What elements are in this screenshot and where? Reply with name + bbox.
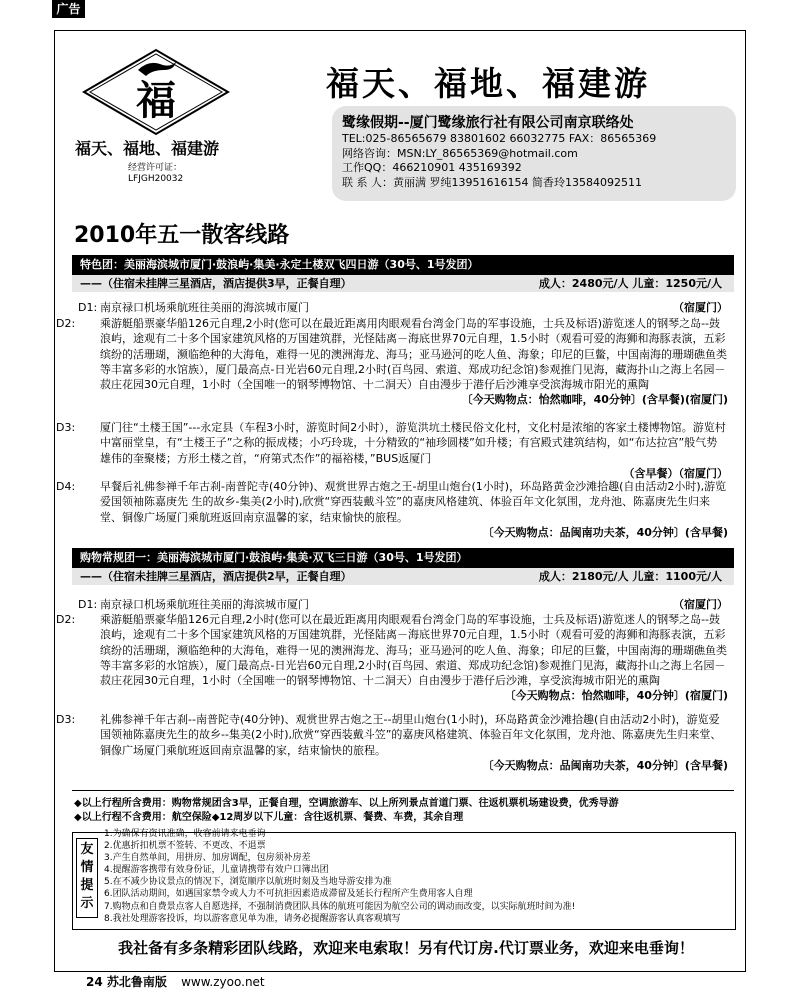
logo-char: 福 bbox=[136, 77, 176, 124]
ad-tag: 广告 bbox=[52, 0, 85, 18]
tip-item: 8.我社处理游客投诉，均以游客意见单为准，请务必提醒游客认真客观填写 bbox=[104, 913, 401, 924]
contact-people: 联 系 人：黄丽满 罗纯13951616154 简香玲13584092511 bbox=[342, 175, 642, 189]
headline: 福天、福地、福建游 bbox=[326, 64, 650, 103]
tip-item: 3.产生自然单间，用拼房、加房调配，包房须补房差 bbox=[104, 853, 311, 864]
route2-day2: D2: 乘游艇船票豪华船126元自理,2小时(您可以在最近距离用肉眼观看台湾金门岛的军事设施，士兵及标语)游览迷人的钢琴之岛--鼓浪屿，途观有二十多个国家建筑风格的万国建筑群，光怪陆离－海底世界70元自理，1.5小时（观看可爱的海狮和海豚表演，五彩缤纷的活珊瑚，濒临绝种的大海龟，难得一见的澳洲海龙、海马；亚马逊河的吃人鱼、海象；印尼的巨鳖，中国南海的珊瑚礁鱼类等丰富多彩的水馆族），厦门最高点-日光岩60元自理,2小时(百鸟园、索道、郑成功纪念馆)参观推门见海，藏海扑山之海上名园－菽庄花园30元自理，1小时（全国唯一的钢琴博物馆、十二洞天）自由漫步于港仔后沙滩，享受滨海城市阳光的熏陶 〔今天购物点：怡然咖啡，40分钟〕(宿厦门) bbox=[56, 613, 728, 703]
brand-slogan-small: 福天、福地、福建游 bbox=[75, 139, 220, 158]
page-number: 24 bbox=[86, 975, 103, 989]
tips-label: 友情提示 bbox=[76, 838, 98, 918]
excludes-note: ◆以上行程不含费用：航空保险◆12周岁以下儿童：含往返机票、餐费、车费，其余自理 bbox=[74, 812, 464, 823]
route2-sub: ——（住宿未挂牌三星酒店，酒店提供2早，正餐自理） bbox=[80, 570, 352, 583]
tip-item: 2.优惠折扣机票不签转、不更改、不退票 bbox=[104, 841, 266, 852]
contact-qq: 工作QQ：466210901 435169392 bbox=[342, 161, 522, 174]
fu-logo-icon bbox=[80, 48, 232, 136]
route2-price: 成人：2180元/人 儿童：1100元/人 bbox=[538, 570, 722, 583]
route1-header bbox=[72, 255, 734, 292]
route1-day4: D4: 早餐后礼佛参禅千年古刹-南普陀寺(40分钟)、观赏世界古炮之王-胡里山炮台(1小时)，环岛路黄金沙滩拾趣(自由活动2小时),游览爱国领袖陈嘉庚先 生的故乡-集美(2小时),欣赏“穿西装戴斗笠”的嘉庚风格建筑、体验百年文化氛围，龙舟池、陈嘉庚先生归来堂、铜像广场厦门乘航班返回南京温馨的家，结束愉快的旅程。 〔今天购物点：品闽南功夫茶，40分钟〕(含早餐) bbox=[56, 480, 728, 539]
footer bbox=[86, 973, 265, 990]
route2-title: 购物常规团一：美丽海滨城市厦门·鼓浪屿·集美·双飞三日游（30号、1号发团） bbox=[80, 551, 468, 564]
route1-day2: D2: 乘游艇船票豪华船126元自理,2小时(您可以在最近距离用肉眼观看台湾金门岛的军事设施，士兵及标语)游览迷人的钢琴之岛--鼓浪屿，途观有二十多个国家建筑风格的万国建筑群，光怪陆离－海底世界70元自理，1.5小时（观看可爱的海狮和海豚表演，五彩缤纷的活珊瑚，濒临绝种的大海龟，难得一见的澳洲海龙、海马；亚马逊河的吃人鱼、海象；印尼的巨鳖，中国南海的珊瑚礁鱼类等丰富多彩的水馆族），厦门最高点-日光岩60元自理,2小时(百鸟园、索道、郑成功纪念馆)参观推门见海，藏海扑山之海上名园－菽庄花园30元自理，1小时（全国唯一的钢琴博物馆、十二洞天）自由漫步于港仔后沙滩享受滨海城市阳光的熏陶 〔今天购物点：怡然咖啡，40分钟〕(含早餐)(宿厦门) bbox=[56, 317, 728, 407]
route2-day3: D3: 礼佛参禅千年古刹--南普陀寺(40分钟)、观赏世界古炮之王--胡里山炮台(1小时)，环岛路黄金沙滩拾趣(自由活动2小时)，游览爱国领袖陈嘉庚先生的故乡--集美(2小时),欣赏“穿西装戴斗笠”的嘉庚风格建筑、体验百年文化氛围，龙舟池、陈嘉庚先生归来堂、铜像广场厦门乘航班返回南京温馨的家，结束愉快的旅程。 〔今天购物点：品闽南功夫茶，40分钟〕(含早餐) bbox=[56, 713, 728, 772]
tip-item: 5.在不减少协议景点的情况下，浏览顺序以航班时刻及当地导游安排为准 bbox=[104, 877, 392, 888]
tip-item: 4.提醒游客携带有效身份证，儿童请携带有效户口簿出团 bbox=[104, 865, 329, 876]
agency-name: 鹭缘假期--厦门鹭缘旅行社有限公司南京联络处 bbox=[342, 115, 634, 131]
route1-sub: ——（住宿未挂牌三星酒店，酒店提供3早，正餐自理） bbox=[80, 277, 352, 290]
bottom-slogan: 我社备有多条精彩团队线路，欢迎来电索取！另有代订房.代订票业务，欢迎来电垂询！ bbox=[118, 939, 694, 957]
route2-header bbox=[72, 548, 734, 585]
tip-item: 1.为确保有资讯准确，收客前请来电垂询 bbox=[104, 829, 266, 839]
divider bbox=[72, 790, 734, 791]
tips-list bbox=[104, 828, 575, 925]
edition-name: 苏北鲁南版 bbox=[106, 975, 167, 989]
contact-msn: 网络咨询：MSN:LY_86565369@hotmail.com bbox=[342, 146, 578, 160]
includes-note: ◆以上行程所含费用：购物常规团含3早，正餐自理，空调旅游车、以上所列景点首道门票、往返机票机场建设费，优秀导游 bbox=[74, 798, 619, 809]
page-title: 2010年五一散客线路 bbox=[74, 223, 290, 248]
route1-day1: （宿厦门） D1: 南京禄口机场乘航班往美丽的海滨城市厦门 bbox=[78, 301, 728, 314]
site-link[interactable]: www.zyoo.net bbox=[181, 975, 265, 989]
route2-day1: （宿厦门） D1: 南京禄口机场乘航班往美丽的海滨城市厦门 bbox=[78, 598, 728, 611]
tip-item: 6.团队活动期间，如遇国家禁令或人力不可抗拒因素造成滞留及延长行程所产生费用客人自理 bbox=[104, 889, 473, 900]
route1-price: 成人：2480元/人 儿童：1250元/人 bbox=[538, 277, 722, 290]
tip-item: 7.购物点和自费景点客人自愿选择，不强制消费团队具体的航班可能因为航空公司的调动而改变，以实际航班时间为准! bbox=[104, 901, 576, 912]
contact-tel: TEL:025-86565679 83801602 66032775 FAX：86565369 bbox=[342, 132, 657, 145]
license-number: LFJGH20032 bbox=[128, 174, 184, 184]
route1-title: 特色团：美丽海滨城市厦门·鼓浪屿·集美·永定土楼双飞四日游（30号、1号发团） bbox=[80, 258, 479, 271]
contact-box bbox=[332, 106, 736, 201]
license-label: 经营许可证： bbox=[128, 163, 183, 173]
route1-day3: D3: 厦门往“土楼王国”---永定县（车程3小时，游览时间2小时），游览洪坑土楼民俗文化村，文化村是浓缩的客家土楼博物馆。游览村中富丽堂皇，有“土楼王子”之称的振成楼；小巧玲珑，十分精致的“袖珍圆楼”如升楼；有宫殿式建筑结构，如“布达拉宫”般气势雄伟的奎聚楼；方形土楼之首，“府第式杰作”的福裕楼，”BUS返厦门 （含早餐）（宿厦门） bbox=[56, 421, 728, 480]
